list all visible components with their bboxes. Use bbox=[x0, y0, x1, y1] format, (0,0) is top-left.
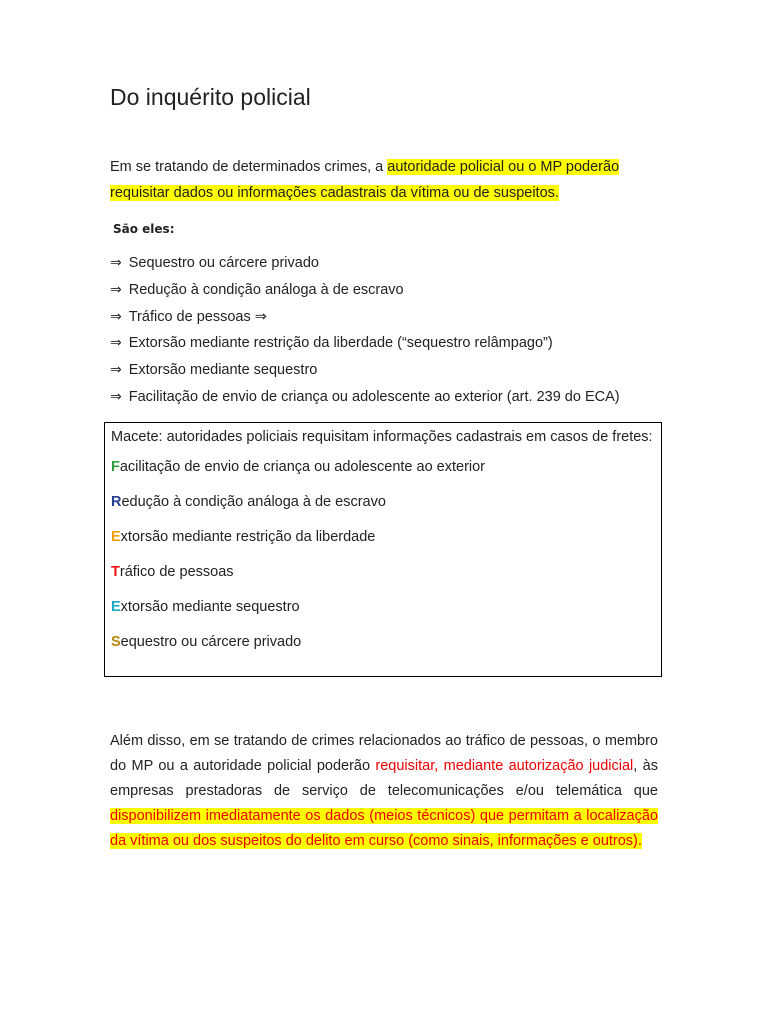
list-item: ⇒ Extorsão mediante sequestro bbox=[110, 362, 318, 379]
double-arrow-icon: ⇒ bbox=[110, 388, 122, 405]
list-item: ⇒ Tráfico de pessoas ⇒ bbox=[110, 308, 267, 325]
mnemonic-letter: F bbox=[111, 459, 120, 475]
list-item: ⇒ Redução à condição análoga à de escravo bbox=[110, 281, 404, 298]
mnemonic-letter: R bbox=[111, 494, 122, 510]
mnemonic-item: Redução à condição análoga à de escravo bbox=[111, 494, 386, 510]
double-arrow-icon: ⇒ bbox=[110, 362, 122, 379]
mnemonic-header: Macete: autoridades policiais requisitam informações cadastrais em casos de fretes: bbox=[111, 429, 653, 445]
paragraph-text: , às empresas prestadoras de serviço de telecomunicações e/ou telemática que bbox=[110, 758, 658, 799]
mnemonic-letter: S bbox=[111, 634, 121, 650]
list-item: ⇒ Sequestro ou cárcere privado bbox=[110, 255, 319, 271]
subheading: São eles: bbox=[113, 222, 175, 236]
mnemonic-item: Sequestro ou cárcere privado bbox=[111, 634, 302, 650]
double-arrow-icon: ⇒ bbox=[110, 281, 122, 298]
double-arrow-icon: ⇒ bbox=[110, 308, 122, 325]
crime-list bbox=[110, 250, 658, 411]
mnemonic-letter: T bbox=[111, 564, 120, 580]
list-item: ⇒ Facilitação de envio de criança ou adolescente ao exterior (art. 239 do ECA) bbox=[110, 388, 620, 405]
mnemonic-letter: E bbox=[111, 599, 121, 615]
paragraph-highlight: disponibilizem imediatamente os dados (meios técnicos) que permitam a localização da vítima ou dos suspeitos do delito em curso (como sinais, informações e outros). bbox=[110, 808, 658, 849]
intro-paragraph bbox=[110, 154, 658, 206]
mnemonic-box bbox=[104, 422, 662, 677]
paragraph-text: Além disso, em se tratando de crimes relacionados ao tráfico de pessoas, o membro do MP ou a autoridade policial poderão bbox=[110, 733, 658, 774]
double-arrow-icon: ⇒ bbox=[110, 255, 122, 271]
mnemonic-item: Extorsão mediante sequestro bbox=[111, 599, 300, 615]
mnemonic-item: Extorsão mediante restrição da liberdade bbox=[111, 529, 376, 545]
paragraph-red-text: requisitar, mediante autorização judicial bbox=[375, 758, 634, 774]
intro-text: Em se tratando de determinados crimes, a bbox=[110, 159, 388, 175]
page-title: Do inquérito policial bbox=[110, 84, 311, 110]
mnemonic-item: Facilitação de envio de criança ou adolescente ao exterior bbox=[111, 459, 486, 475]
double-arrow-icon: ⇒ bbox=[110, 335, 122, 352]
mnemonic-letter: E bbox=[111, 529, 121, 545]
intro-highlight: autoridade policial ou o MP poderão requisitar dados ou informações cadastrais da vítima ou de suspeitos. bbox=[110, 159, 620, 201]
closing-paragraph bbox=[110, 729, 658, 854]
document-page bbox=[110, 84, 658, 411]
list-item: ⇒ Extorsão mediante restrição da liberdade (“sequestro relâmpago”) bbox=[110, 335, 553, 352]
mnemonic-item: Tráfico de pessoas bbox=[111, 564, 234, 580]
